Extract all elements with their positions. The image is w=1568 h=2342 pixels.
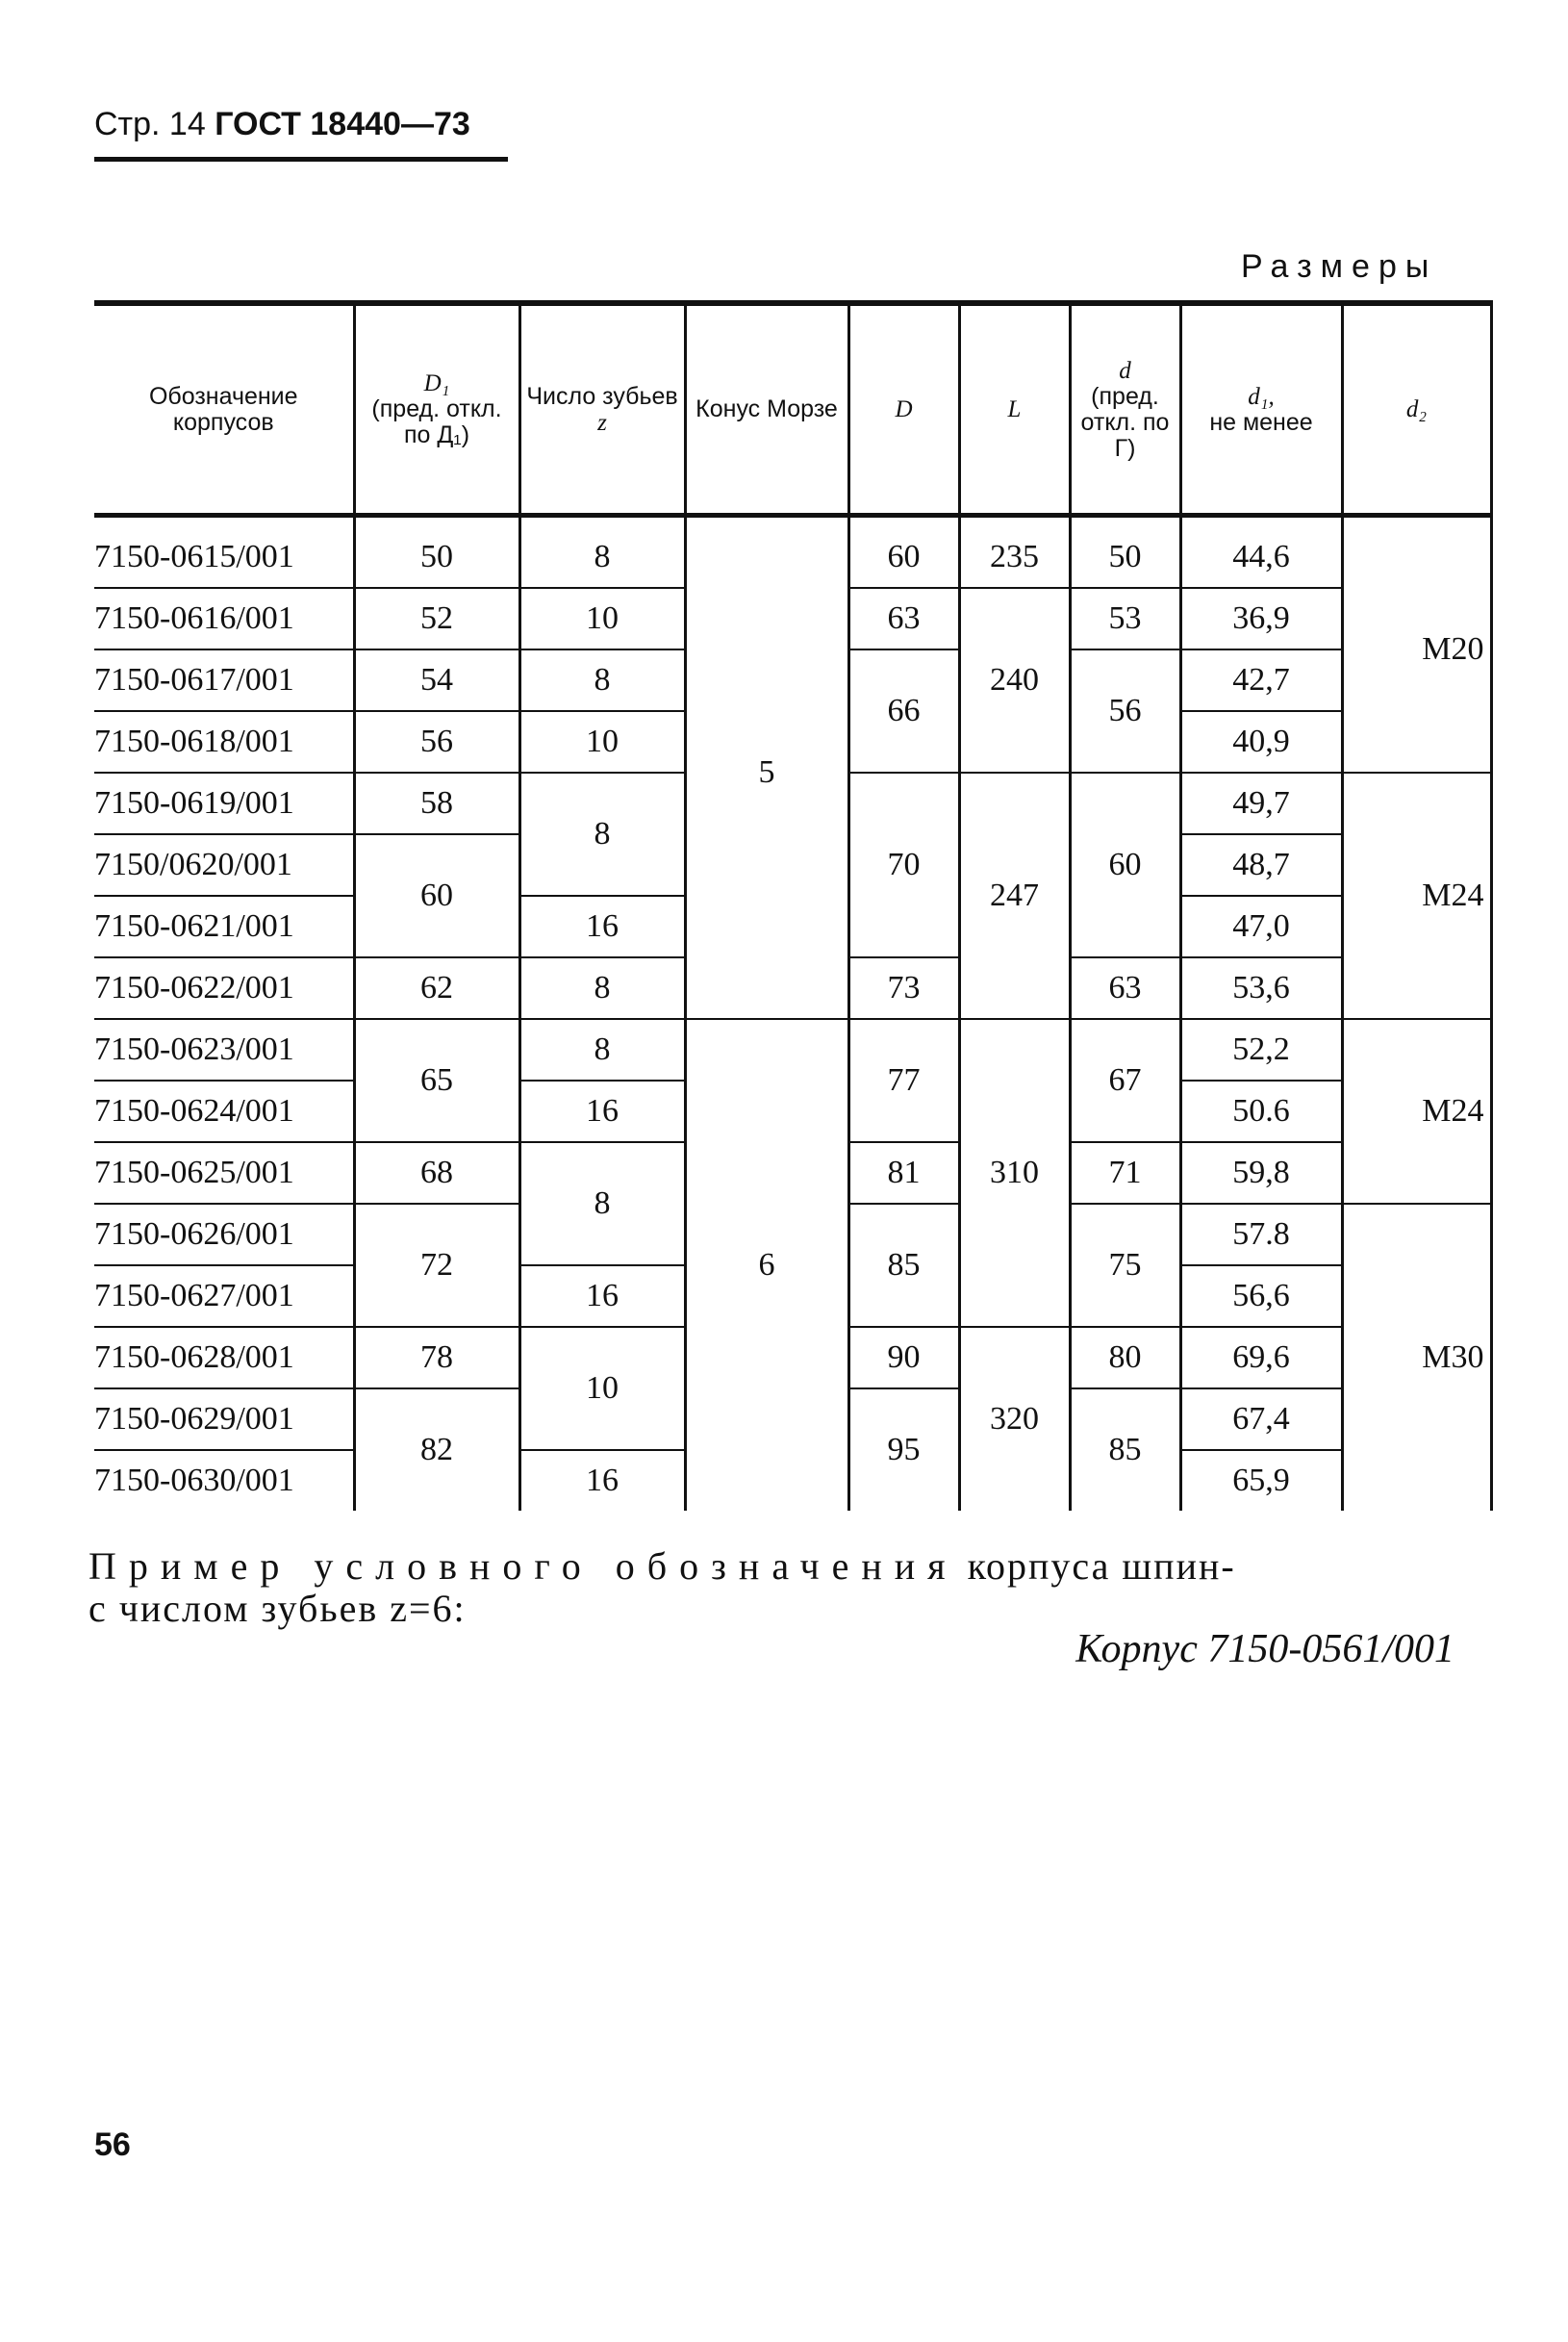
- d-cell: 56: [1070, 649, 1180, 773]
- d1-min-cell: 47,0: [1180, 896, 1342, 957]
- d1-min-cell: 36,9: [1180, 588, 1342, 649]
- designation-cell: 7150-0618/001: [94, 711, 354, 773]
- teeth-cell: 8: [519, 957, 685, 1019]
- d1-cell: 54: [354, 649, 519, 711]
- example-lead: Пример условного обозначения: [89, 1544, 958, 1588]
- d-cell: 85: [1070, 1388, 1180, 1511]
- designation-cell: 7150-0629/001: [94, 1388, 354, 1450]
- d1-min-cell: 56,6: [1180, 1265, 1342, 1327]
- teeth-cell: 8: [519, 516, 685, 589]
- d1-min-cell: 57.8: [1180, 1204, 1342, 1265]
- col-D: D: [848, 303, 959, 516]
- d2-cell: M20: [1342, 516, 1491, 774]
- d-cell: 67: [1070, 1019, 1180, 1142]
- example-designation: Корпус 7150-0561/001: [1075, 1627, 1454, 1671]
- designation-cell: 7150-0630/001: [94, 1463, 294, 1498]
- teeth-cell: 10: [519, 588, 685, 649]
- morse-cell: 6: [685, 1019, 848, 1511]
- col-d1: D₁ (пред. откл. по Д₁): [354, 303, 519, 516]
- designation-cell: 7150-0626/001: [94, 1204, 354, 1265]
- col-d: d (пред. откл. по Г): [1070, 303, 1180, 516]
- d1-min-cell: 50.6: [1180, 1081, 1342, 1142]
- morse-cell: 5: [685, 516, 848, 1020]
- d1-cell: 68: [354, 1142, 519, 1204]
- designation-cell: 7150-0617/001: [94, 649, 354, 711]
- teeth-cell: 8: [519, 1019, 685, 1081]
- d1-min-cell: 48,7: [1180, 834, 1342, 896]
- table-caption: Размеры: [1241, 248, 1438, 285]
- example-paragraph: [89, 1545, 1435, 1630]
- d-cell: 53: [1070, 588, 1180, 649]
- D-cell: 70: [848, 773, 959, 957]
- L-cell: 235: [959, 516, 1070, 589]
- teeth-cell: 8: [519, 773, 685, 896]
- table-row: [94, 1019, 1491, 1081]
- L-cell: 310: [959, 1019, 1070, 1327]
- D-cell: 63: [848, 588, 959, 649]
- designation-cell: 7150/0620/001: [94, 834, 354, 896]
- dimensions-table: [94, 300, 1493, 1511]
- table-header-row: [94, 303, 1491, 516]
- d1-cell: 60: [354, 834, 519, 957]
- d1-cell: 65: [354, 1019, 519, 1142]
- teeth-cell: 16: [519, 896, 685, 957]
- teeth-cell: 8: [519, 1142, 685, 1265]
- D-cell: 81: [848, 1142, 959, 1204]
- D-cell: 90: [848, 1327, 959, 1388]
- d1-cell: 78: [354, 1327, 519, 1388]
- d1-cell: 50: [354, 516, 519, 589]
- teeth-cell: 10: [519, 1327, 685, 1450]
- d2-cell: M30: [1342, 1204, 1491, 1511]
- example-continuation: корпуса шпин-: [967, 1544, 1236, 1588]
- designation-cell: 7150-0622/001: [94, 957, 354, 1019]
- d1-cell: 62: [354, 957, 519, 1019]
- teeth-cell: 16: [519, 1081, 685, 1142]
- designation-cell: 7150-0628/001: [94, 1327, 354, 1388]
- D-cell: 85: [848, 1204, 959, 1327]
- D-cell: 60: [848, 516, 959, 589]
- table-row: [94, 516, 1491, 589]
- d1-cell: 82: [354, 1388, 519, 1511]
- d1-min-cell: 53,6: [1180, 957, 1342, 1019]
- d1-min-cell: 49,7: [1180, 773, 1342, 834]
- D-cell: 95: [848, 1388, 959, 1511]
- D-cell: 77: [848, 1019, 959, 1142]
- d1-cell: 58: [354, 773, 519, 834]
- col-L: L: [959, 303, 1070, 516]
- header-standard: ГОСТ 18440—73: [215, 106, 470, 142]
- page-header: [94, 106, 508, 162]
- teeth-cell: 16: [519, 1450, 685, 1511]
- d1-min-cell: 40,9: [1180, 711, 1342, 773]
- teeth-cell: 16: [519, 1265, 685, 1327]
- d-cell: 71: [1070, 1142, 1180, 1204]
- d-cell: 60: [1070, 773, 1180, 957]
- designation-cell: 7150-0623/001: [94, 1019, 354, 1081]
- d1-min-cell: 52,2: [1180, 1019, 1342, 1081]
- L-cell: 247: [959, 773, 1070, 1019]
- col-designation: Обозначение корпусов: [94, 303, 354, 516]
- designation-cell: 7150-0627/001: [94, 1265, 354, 1327]
- D-cell: 66: [848, 649, 959, 773]
- d2-cell: M24: [1342, 773, 1491, 1019]
- designation-cell: 7150-0625/001: [94, 1142, 354, 1204]
- teeth-cell: 8: [519, 649, 685, 711]
- d-cell: 75: [1070, 1204, 1180, 1327]
- d1-cell: 52: [354, 588, 519, 649]
- d-cell: 80: [1070, 1327, 1180, 1388]
- col-d1-min: d₁, не менее: [1180, 303, 1342, 516]
- col-morse: Конус Морзе: [685, 303, 848, 516]
- d1-cell: 56: [354, 711, 519, 773]
- designation-cell: 7150-0624/001: [94, 1081, 354, 1142]
- d1-min-cell: 69,6: [1180, 1327, 1342, 1388]
- designation-cell: 7150-0619/001: [94, 773, 354, 834]
- d-cell: 50: [1070, 516, 1180, 589]
- col-d2: d₂: [1342, 303, 1491, 516]
- L-cell: 240: [959, 588, 1070, 773]
- d2-cell: M24: [1342, 1019, 1491, 1204]
- d1-min-cell: 44,6: [1180, 516, 1342, 589]
- d1-min-cell: 42,7: [1180, 649, 1342, 711]
- d1-min-cell: 59,8: [1180, 1142, 1342, 1204]
- d1-cell: 72: [354, 1204, 519, 1327]
- designation-cell: 7150-0615/001: [94, 516, 354, 589]
- D-cell: 73: [848, 957, 959, 1019]
- d1-min-cell: 65,9: [1180, 1450, 1342, 1511]
- L-cell: 320: [959, 1327, 1070, 1511]
- example-rest: с числом зубьев z=6:: [89, 1587, 467, 1630]
- d-cell: 63: [1070, 957, 1180, 1019]
- d1-min-cell: 67,4: [1180, 1388, 1342, 1450]
- designation-cell: 7150-0621/001: [94, 896, 354, 957]
- header-page-ref: Стр. 14: [94, 106, 206, 142]
- col-teeth: Число зубьев z: [519, 303, 685, 516]
- page-number: 56: [94, 2126, 131, 2163]
- teeth-cell: 10: [519, 711, 685, 773]
- designation-cell: 7150-0616/001: [94, 588, 354, 649]
